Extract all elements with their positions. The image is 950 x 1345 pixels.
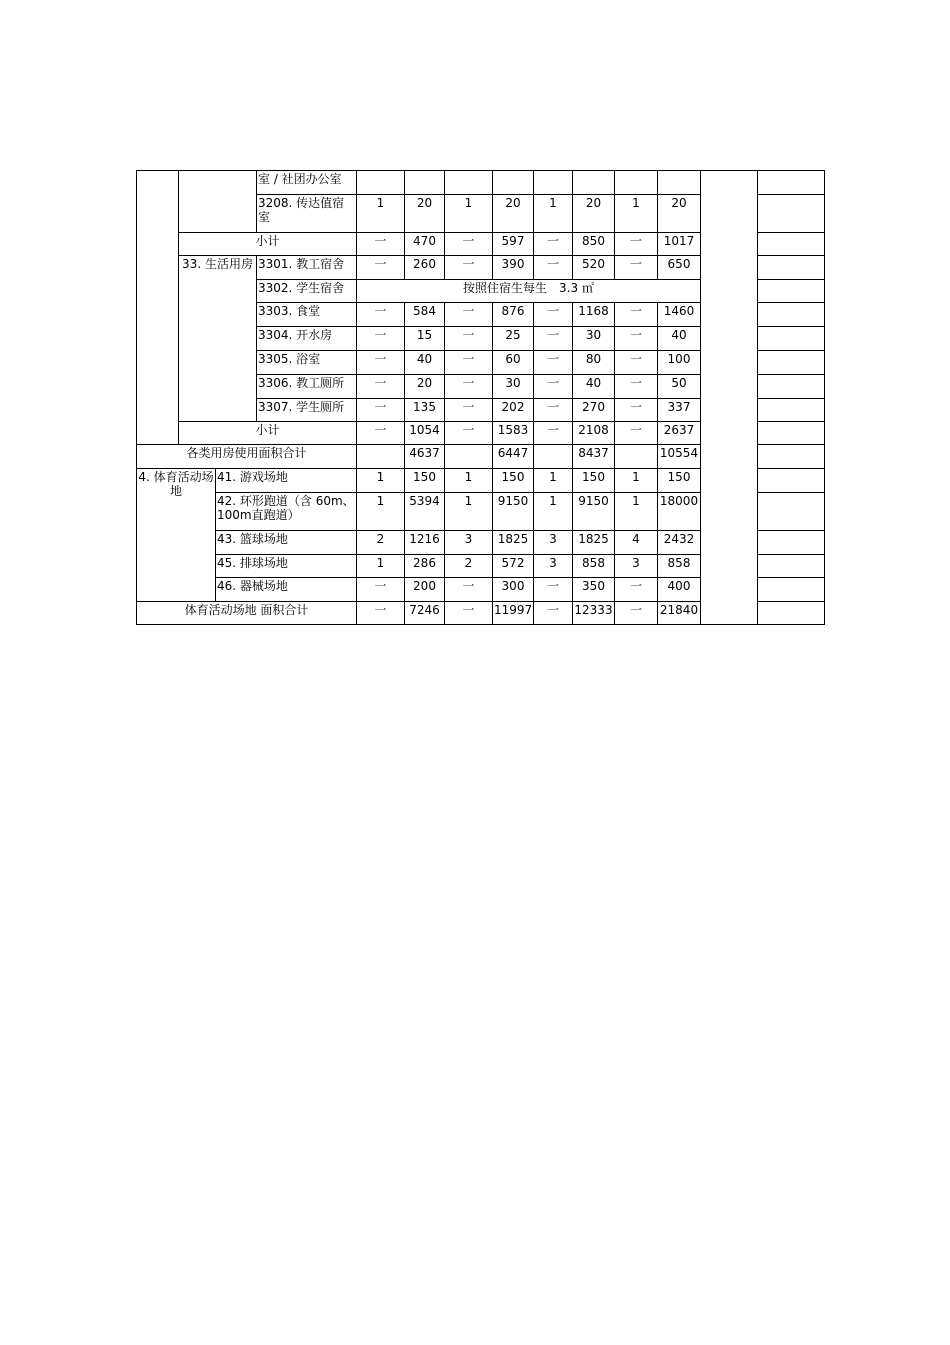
value-cell: 一 [445, 303, 493, 327]
value-cell: 40 [658, 327, 701, 351]
value-cell: 3 [534, 531, 573, 555]
value-cell: 一 [445, 327, 493, 351]
value-cell: 一 [357, 351, 405, 375]
value-cell: 10554 [658, 445, 701, 469]
value-cell: 一 [534, 256, 573, 280]
value-cell: 30 [573, 327, 615, 351]
value-cell: 1054 [405, 422, 445, 445]
value-cell: 150 [573, 469, 615, 493]
extra-cell [758, 422, 825, 445]
value-cell: 25 [493, 327, 534, 351]
value-cell: 一 [357, 578, 405, 602]
value-cell: 一 [357, 303, 405, 327]
value-cell: 一 [357, 602, 405, 625]
value-cell: 270 [573, 399, 615, 422]
value-cell: 一 [445, 233, 493, 256]
value-cell: 2108 [573, 422, 615, 445]
value-cell: 一 [615, 303, 658, 327]
extra-cell [758, 171, 825, 195]
merged-note-cell: 按照住宿生每生 3.3 ㎡ [357, 280, 701, 303]
item-name-cell: 3305. 浴室 [257, 351, 357, 375]
value-cell: 1825 [573, 531, 615, 555]
extra-cell [758, 555, 825, 578]
value-cell: 100 [658, 351, 701, 375]
item-name-cell: 3302. 学生宿舍 [257, 280, 357, 303]
total-label: 各类用房使用面积合计 [137, 445, 357, 469]
extra-cell [758, 195, 825, 233]
value-cell: 一 [615, 351, 658, 375]
value-cell: 一 [615, 233, 658, 256]
value-cell [615, 171, 658, 195]
value-cell: 3 [615, 555, 658, 578]
value-cell: 8437 [573, 445, 615, 469]
extra-cell [758, 375, 825, 399]
value-cell: 150 [493, 469, 534, 493]
value-cell: 一 [445, 399, 493, 422]
value-cell: 1825 [493, 531, 534, 555]
value-cell: 20 [405, 375, 445, 399]
value-cell: 20 [658, 195, 701, 233]
value-cell: 1 [534, 195, 573, 233]
value-cell: 60 [493, 351, 534, 375]
value-cell: 876 [493, 303, 534, 327]
value-cell: 597 [493, 233, 534, 256]
extra-cell [758, 493, 825, 531]
value-cell: 1 [445, 493, 493, 531]
item-name-cell: 3307. 学生厕所 [257, 399, 357, 422]
value-cell: 一 [357, 399, 405, 422]
value-cell: 12333 [573, 602, 615, 625]
value-cell: 40 [405, 351, 445, 375]
value-cell: 一 [534, 351, 573, 375]
value-cell: 一 [534, 399, 573, 422]
value-cell: 一 [534, 602, 573, 625]
value-cell [445, 171, 493, 195]
value-cell [573, 171, 615, 195]
value-cell: 5394 [405, 493, 445, 531]
value-cell: 一 [357, 375, 405, 399]
value-cell: 6447 [493, 445, 534, 469]
school-facility-area-table [136, 170, 824, 625]
value-cell: 20 [493, 195, 534, 233]
value-cell: 400 [658, 578, 701, 602]
value-cell: 1 [615, 493, 658, 531]
value-cell: 150 [405, 469, 445, 493]
item-name-cell: 41. 游戏场地 [216, 469, 357, 493]
value-cell [534, 171, 573, 195]
value-cell: 150 [658, 469, 701, 493]
value-cell: 一 [615, 602, 658, 625]
value-cell: 30 [493, 375, 534, 399]
value-cell: 300 [493, 578, 534, 602]
extra-cell [758, 578, 825, 602]
subcategory-cell [179, 171, 257, 233]
item-name-cell: 43. 篮球场地 [216, 531, 357, 555]
value-cell: 一 [615, 578, 658, 602]
extra-cell [758, 327, 825, 351]
value-cell: 18000 [658, 493, 701, 531]
value-cell: 2 [445, 555, 493, 578]
value-cell: 2637 [658, 422, 701, 445]
value-cell [357, 445, 405, 469]
value-cell: 286 [405, 555, 445, 578]
value-cell: 一 [445, 256, 493, 280]
extra-cell [758, 280, 825, 303]
value-cell: 一 [534, 422, 573, 445]
item-name-cell: 3208. 传达值宿室 [257, 195, 357, 233]
value-cell: 1 [534, 493, 573, 531]
value-cell: 21840 [658, 602, 701, 625]
value-cell: 一 [445, 375, 493, 399]
value-cell: 80 [573, 351, 615, 375]
value-cell: 20 [405, 195, 445, 233]
value-cell: 470 [405, 233, 445, 256]
value-cell [445, 445, 493, 469]
value-cell: 337 [658, 399, 701, 422]
extra-cell [758, 531, 825, 555]
value-cell: 4637 [405, 445, 445, 469]
value-cell: 1 [445, 195, 493, 233]
value-cell: 一 [357, 256, 405, 280]
value-cell: 1 [445, 469, 493, 493]
value-cell: 一 [615, 327, 658, 351]
value-cell: 一 [357, 233, 405, 256]
extra-cell [758, 399, 825, 422]
value-cell [493, 171, 534, 195]
item-name-cell: 46. 器械场地 [216, 578, 357, 602]
value-cell: 1017 [658, 233, 701, 256]
value-cell: 520 [573, 256, 615, 280]
value-cell: 1583 [493, 422, 534, 445]
value-cell: 3 [445, 531, 493, 555]
value-cell: 9150 [493, 493, 534, 531]
value-cell: 1 [615, 195, 658, 233]
value-cell: 390 [493, 256, 534, 280]
value-cell: 7246 [405, 602, 445, 625]
value-cell: 1 [357, 555, 405, 578]
value-cell: 4 [615, 531, 658, 555]
item-name-cell: 45. 排球场地 [216, 555, 357, 578]
extra-cell [758, 303, 825, 327]
value-cell: 2432 [658, 531, 701, 555]
area-standards-table [136, 170, 825, 625]
value-cell: 858 [658, 555, 701, 578]
value-cell: 一 [534, 303, 573, 327]
subcategory-cell: 33. 生活用房 [179, 256, 257, 422]
value-cell [405, 171, 445, 195]
value-cell: 650 [658, 256, 701, 280]
extra-cell [758, 256, 825, 280]
value-cell: 一 [615, 256, 658, 280]
value-cell: 3 [534, 555, 573, 578]
value-cell: 一 [534, 578, 573, 602]
value-cell: 一 [445, 351, 493, 375]
value-cell: 200 [405, 578, 445, 602]
value-cell: 一 [445, 602, 493, 625]
value-cell: 584 [405, 303, 445, 327]
table-row [137, 171, 825, 195]
item-name-cell: 3304. 开水房 [257, 327, 357, 351]
remarks-cell [701, 171, 758, 625]
item-name-cell: 室 / 社团办公室 [257, 171, 357, 195]
value-cell [357, 171, 405, 195]
value-cell: 1 [357, 493, 405, 531]
subtotal-label: 小计 [179, 422, 357, 445]
value-cell: 40 [573, 375, 615, 399]
value-cell: 572 [493, 555, 534, 578]
value-cell: 20 [573, 195, 615, 233]
value-cell: 一 [534, 327, 573, 351]
value-cell: 1216 [405, 531, 445, 555]
value-cell: 850 [573, 233, 615, 256]
value-cell: 1 [615, 469, 658, 493]
category-cell: 4. 体育活动场地 [137, 469, 216, 602]
value-cell: 50 [658, 375, 701, 399]
extra-cell [758, 469, 825, 493]
extra-cell [758, 351, 825, 375]
subtotal-label: 小计 [179, 233, 357, 256]
value-cell: 1 [357, 469, 405, 493]
item-name-cell: 3301. 教工宿舍 [257, 256, 357, 280]
value-cell [615, 445, 658, 469]
item-name-cell: 3306. 教工厕所 [257, 375, 357, 399]
value-cell: 一 [615, 399, 658, 422]
value-cell [534, 445, 573, 469]
value-cell: 一 [357, 422, 405, 445]
value-cell: 一 [534, 375, 573, 399]
extra-cell [758, 233, 825, 256]
value-cell: 2 [357, 531, 405, 555]
value-cell: 1460 [658, 303, 701, 327]
value-cell [658, 171, 701, 195]
total-label: 体育活动场地 面积合计 [137, 602, 357, 625]
value-cell: 一 [534, 233, 573, 256]
value-cell: 一 [445, 578, 493, 602]
extra-cell [758, 602, 825, 625]
extra-cell [758, 445, 825, 469]
item-name-cell: 3303. 食堂 [257, 303, 357, 327]
value-cell: 202 [493, 399, 534, 422]
value-cell: 1168 [573, 303, 615, 327]
value-cell: 350 [573, 578, 615, 602]
value-cell: 1 [357, 195, 405, 233]
value-cell: 一 [615, 422, 658, 445]
value-cell: 15 [405, 327, 445, 351]
value-cell: 135 [405, 399, 445, 422]
value-cell: 11997 [493, 602, 534, 625]
value-cell: 1 [534, 469, 573, 493]
value-cell: 一 [445, 422, 493, 445]
item-name-cell: 42. 环形跑道（含 60m、100m直跑道） [216, 493, 357, 531]
value-cell: 9150 [573, 493, 615, 531]
value-cell: 一 [615, 375, 658, 399]
value-cell: 260 [405, 256, 445, 280]
value-cell: 858 [573, 555, 615, 578]
value-cell: 一 [357, 327, 405, 351]
category-cell [137, 171, 179, 445]
